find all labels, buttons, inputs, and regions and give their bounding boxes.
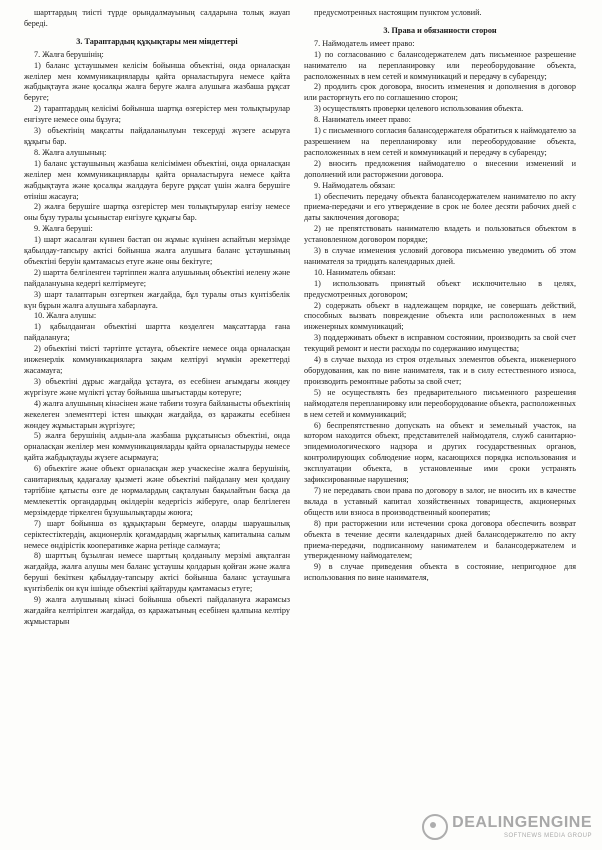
kz-paragraph: 4) жалға алушының кінәсінен және табиғи тозуға байланысты объектінің жекелеген элементтері істен шыққан жағдайда, өз қаражаты есебінен жөндеу жұмыстарын жүргізуге; — [24, 398, 290, 430]
watermark-main-text: DEALINGENGINE — [452, 814, 592, 831]
ru-paragraph: 6) беспрепятственно допускать на объект и земельный участок, на котором находится объект, представителей наймодателя, служб санитарно-эпидемиологического надзора и других государственных органов, контролирующих соблюдение норм, касающихся порядка использования и эксплуатации объекта, в установленные ими сроки устранять зафиксированные нарушения; — [304, 420, 576, 485]
kz-paragraph: 2) объектіні тиісті тәртіпте ұстауға, объектіге немесе онда орналасқан инженерлік коммуникацияларға зақым келтіруі мүмкін әрекеттерді жасамауға; — [24, 344, 290, 375]
ru-paragraph: 8) при расторжении или истечении срока договора обеспечить возврат объекта в течение десяти календарных дней балансодержателю по акту приема-передачи, подписанному нанимателем и балансодержателем и утвержденному наймодателем; — [304, 518, 576, 561]
ru-paragraph: 10. Наниматель обязан: — [314, 267, 396, 277]
kz-paragraph: 3) объектінің мақсатты пайдаланылуын тексеруді жүзеге асыруға құқығы бар. — [24, 126, 290, 146]
ru-paragraph: предусмотренных настоящим пунктом условий. — [314, 8, 482, 17]
kz-paragraph: 9) жалға алушының кінәсі бойынша объекті пайдалануға жарамсыз жағдайға келтірілген жағдайда, өз қаражатының есебінен қалпына келтіру жұмыстарын — [24, 595, 290, 626]
ru-paragraph: 1) с письменного согласия балансодержателя обратиться к наймодателю за разрешением на перепланировку или переоборудование объекта, расположенных в нем сетей и коммуникаций и передачу в субаренду; — [304, 126, 576, 157]
kz-paragraph: 8) шарттың бұзылған немесе шарттың қолданылу мерзімі аяқталған жағдайда, жалға алушы мен баланс ұстаушы қолдарын қойған және жалға беруші бекіткен қабылдау-тапсыру актісі бойынша баланс ұстаушыға күнтізбелік он күн ішінде объектіні қайтаруды қамтамасыз етуге; — [24, 551, 290, 594]
ru-paragraph: 7. Наймодатель имеет право: — [314, 38, 415, 48]
kz-paragraph: 2) тараптардың келісімі бойынша шартқа өзгерістер мен толықтырулар енгізуге немесе оны бұзуға; — [24, 104, 290, 125]
kz-paragraph: шарттардың тиісті түрде орындалмауының салдарына толық жауап береді. — [24, 8, 290, 28]
kz-section-heading: 3. Тараптардың құқықтары мен міндеттері — [76, 36, 238, 46]
kz-paragraph: 1) қабылданған объектіні шартта көзделген мақсаттарда ғана пайдалануға; — [24, 322, 290, 343]
ru-paragraph: 3) осуществлять проверки целевого использования объекта. — [314, 104, 524, 114]
ru-paragraph: 4) в случае выхода из строя отдельных элементов объекта, инженерного оборудования, как по вине нанимателя, так и в силу естественного износа, производить ремонтные работы за свой счет; — [304, 355, 576, 386]
ru-section-heading: 3. Права и обязанности сторон — [383, 25, 497, 35]
left-column-kazakh — [24, 8, 290, 628]
kz-paragraph: 3) шарт талаптарын өзгерткен жағдайда, бұл туралы отыз күнтізбелік күн бұрын жалға алушыға хабарлауға. — [24, 289, 290, 310]
ru-paragraph: 7) не передавать свои права по договору в залог, не вносить их в качестве вклада в уставный капитал хозяйственных товариществ, акционерных обществ или взноса в производственный кооператив; — [304, 485, 576, 517]
kz-paragraph: 10. Жалға алушы: — [34, 311, 97, 321]
ru-paragraph: 9) в случае приведения объекта в состояние, непригодное для использования по вине нанимателя, — [304, 562, 576, 583]
ru-paragraph: 1) по согласованию с балансодержателем дать письменное разрешение нанимателю на перепланировку или переоборудование объекта, расположенных в нем сетей и коммуникаций и передачу в субаренду; — [304, 49, 576, 81]
ru-paragraph: 2) вносить предложения наймодателю о внесении изменений и дополнений или расторжении договора. — [304, 158, 576, 179]
kz-paragraph: 1) баланс ұстаушының жазбаша келісімімен объектіні, онда орналасқан желілер мен коммуникацияларды қайта орналастыруға немесе қайта жабдықтауға және қосалқы жалдауға беруге рұқсат үшін жалға берушіге өтініш жасауға; — [24, 158, 290, 201]
ru-paragraph: 1) использовать принятый объект исключительно в целях, предусмотренных договором; — [304, 278, 576, 299]
kz-paragraph: 5) жалға берушінің алдын-ала жазбаша рұқсатынсыз объектіні, онда орналасқан желілер мен коммуникацияларды қайта орналастыруды немесе қайта жабдықтауды жүзеге асырмауға; — [24, 431, 290, 463]
ru-paragraph: 2) продлить срок договора, вносить изменения и дополнения в договор или расторгнуть его по соглашению сторон; — [304, 82, 576, 103]
ru-paragraph: 9. Наймодатель обязан: — [314, 180, 396, 190]
kz-paragraph: 6) объектіге және объект орналасқан жер учаскесіне жалға берушінің, санитариялық қадағалау қызметі және объектіні пайдалану мен қолдану тәртібіне қатысты өзге де нормалардың сақталуын бақылайтын басқа да мемлекеттік органдардың өкілдерін кедергісіз жіберуге, олар белгілеген мерзімдерде тіркелген бұзушылықтарды жоюға; — [24, 464, 290, 517]
right-column-russian — [304, 8, 576, 584]
kz-paragraph: 2) шартта белгіленген тәртіппен жалға алушының объектіні иелену және пайдалануына кедергі келтірмеуге; — [24, 267, 290, 288]
watermark-logo-icon — [422, 814, 448, 840]
ru-paragraph: 1) обеспечить передачу объекта балансодержателем нанимателю по акту приема-передачи и его утверждение в срок не более десяти рабочих дней с даты заключения договора; — [304, 191, 576, 223]
kz-paragraph: 7) шарт бойынша өз құқықтарын бермеуге, оларды шаруашылық серіктестіктердің, акционерлік қоғамдардың жарғылық капиталына салым немесе өндірістік кооперативке жарна ретінде салмауға; — [24, 518, 290, 550]
ru-paragraph: 3) в случае изменения условий договора письменно уведомить об этом нанимателя за тридцать календарных дней. — [304, 246, 576, 266]
ru-paragraph: 5) не осуществлять без предварительного письменного разрешения наймодателя перепланировку или переоборудование объекта, расположенных в нем сетей и коммуникаций; — [304, 387, 576, 419]
kz-paragraph: 1) шарт жасалған күннен бастап он жұмыс күнінен аспайтын мерзімде қабылдау-тапсыру актісі бойынша жалға алушыға баланс ұстаушының объектіні беруін қамтамасыз етуге және оны бекітуге; — [24, 235, 290, 266]
ru-paragraph: 3) поддерживать объект в исправном состоянии, производить за свой счет текущий ремонт и нести расходы по содержанию имущества; — [304, 333, 576, 354]
kz-paragraph: 2) жалға берушіге шартқа өзгерістер мен толықтырулар енгізу немесе оны бұзу туралы ұсыныстар енгізуге құқығы бар. — [24, 202, 290, 223]
kz-paragraph: 3) объектіні дұрыс жағдайда ұстауға, өз есебінен ағымдағы жөндеу жүргізуге және мүлікті ұстау бойынша шығыстарды көтеруге; — [24, 376, 290, 397]
watermark-sub-text: SOFTNEWS MEDIA GROUP — [503, 833, 592, 839]
kz-paragraph: 8. Жалға алушының: — [34, 147, 107, 157]
watermark — [422, 814, 592, 840]
ru-paragraph: 8. Наниматель имеет право: — [314, 115, 411, 125]
kz-paragraph: 1) баланс ұстаушымен келісім бойынша объектіні, онда орналасқан желілер мен коммуникацияларды қайта орналастыруға немесе қайта жабдықтауға және қосалқы жалға беруге жалға алушыға жазбаша рұқсат беруге; — [24, 60, 290, 103]
kz-paragraph: 7. Жалға берушінің: — [34, 49, 104, 59]
kz-paragraph: 9. Жалға беруші: — [34, 224, 93, 234]
ru-paragraph: 2) содержать объект в надлежащем порядке, не совершать действий, способных вызвать повреждение объекта или расположенных в нем инженерных коммуникаций; — [304, 300, 576, 332]
ru-paragraph: 2) не препятствовать нанимателю владеть и пользоваться объектом в установленном договором порядке; — [304, 224, 576, 245]
